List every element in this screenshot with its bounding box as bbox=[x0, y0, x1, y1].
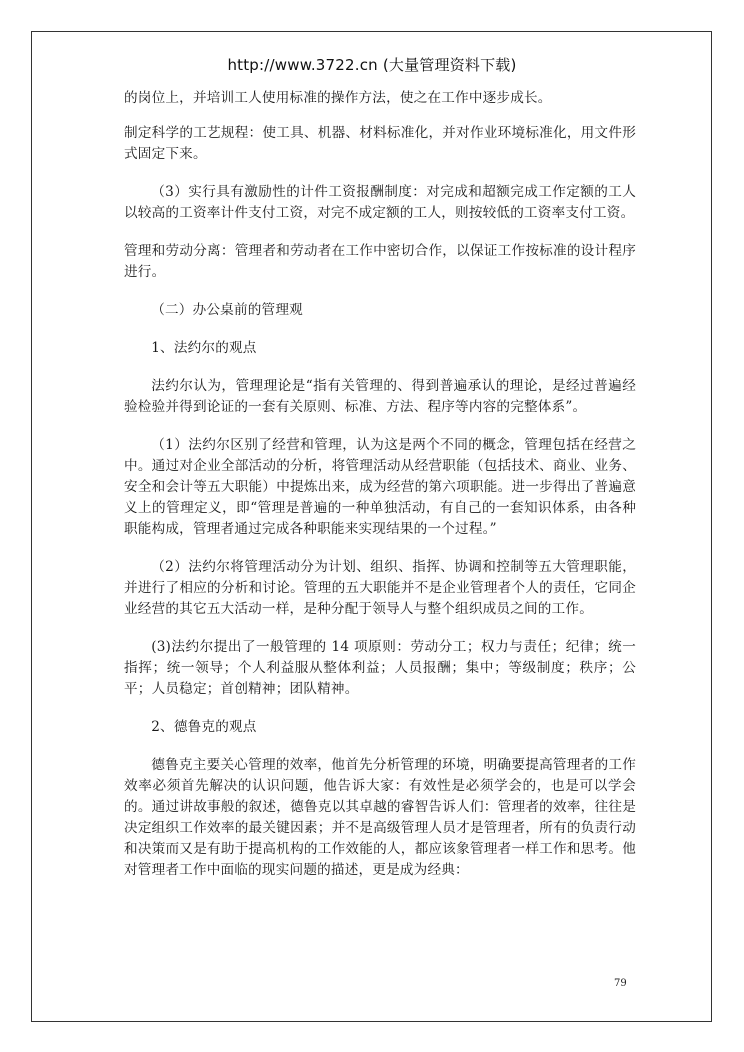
paragraph-fayol-point-3: (3)法约尔提出了一般管理的 14 项原则：劳动分工；权力与责任；纪律；统一指挥；统一领导；个人利益服从整体利益；人员报酬；集中；等级制度；秩序；公平；人员稳定；首创精神；团队精神。 bbox=[124, 639, 636, 697]
paragraph-piece-rate-wage: （3）实行具有激励性的计件工资报酬制度：对完成和超额完成工作定额的工人以较高的工资率计件支付工资，对完不成定额的工人，则按较低的工资率支付工资。 bbox=[124, 184, 636, 221]
subheading-drucker: 2、德鲁克的观点 bbox=[151, 719, 257, 735]
section-heading-desk-management: （二）办公桌前的管理观 bbox=[151, 302, 303, 318]
paragraph-continuation: 的岗位上，并培训工人使用标准的操作方法，使之在工作中逐步成长。 bbox=[124, 90, 552, 106]
header-url[interactable]: http://www.3722.cn (大量管理资料下载) bbox=[227, 56, 517, 74]
page-number: 79 bbox=[614, 978, 627, 989]
paragraph-process-rules: 制定科学的工艺规程：使工具、机器、材料标准化，并对作业环境标准化，用文件形式固定下来。 bbox=[124, 125, 636, 162]
paragraph-fayol-point-2: （2）法约尔将管理活动分为计划、组织、指挥、协调和控制等五大管理职能，并进行了相应的分析和讨论。管理的五大职能并不是企业管理者个人的责任，它同企业经营的其它五大活动一样，是种分配于领导人与整个组织成员之间的工作。 bbox=[124, 559, 636, 617]
subheading-fayol: 1、法约尔的观点 bbox=[151, 340, 257, 356]
paragraph-drucker: 德鲁克主要关心管理的效率，他首先分析管理的环境，明确要提高管理者的工作效率必须首先解决的认识问题，他告诉大家：有效性是必须学会的，也是可以学会的。通过讲故事般的叙述，德鲁克以其卓越的睿智告诉人们：管理者的效率，往往是决定组织工作效率的最关键因素；并不是高级管理人员才是管理者，所有的负责行动和决策而又是有助于提高机构的工作效能的人，都应该象管理者一样工作和思考。他对管理者工作中面临的现实问题的描述，更是成为经典： bbox=[124, 757, 636, 878]
paragraph-management-labor-separation: 管理和劳动分离：管理者和劳动者在工作中密切合作，以保证工作按标准的设计程序进行。 bbox=[124, 243, 636, 280]
document-body bbox=[124, 88, 636, 898]
paragraph-fayol-point-1: （1）法约尔区别了经营和管理，认为这是两个不同的概念，管理包括在经营之中。通过对企业全部活动的分析，将管理活动从经营职能（包括技术、商业、业务、安全和会计等五大职能）中提炼出来，成为经营的第六项职能。进一步得出了普遍意义上的管理定义，即“管理是普遍的一种单独活动，有自己的一套知识体系，由各种职能构成，管理者通过完成各种职能来实现结果的一个过程。” bbox=[124, 437, 636, 537]
paragraph-fayol-theory: 法约尔认为，管理理论是“指有关管理的、得到普遍承认的理论，是经过普遍经验检验并得到论证的一套有关原则、标准、方法、程序等内容的完整体系”。 bbox=[124, 378, 636, 415]
